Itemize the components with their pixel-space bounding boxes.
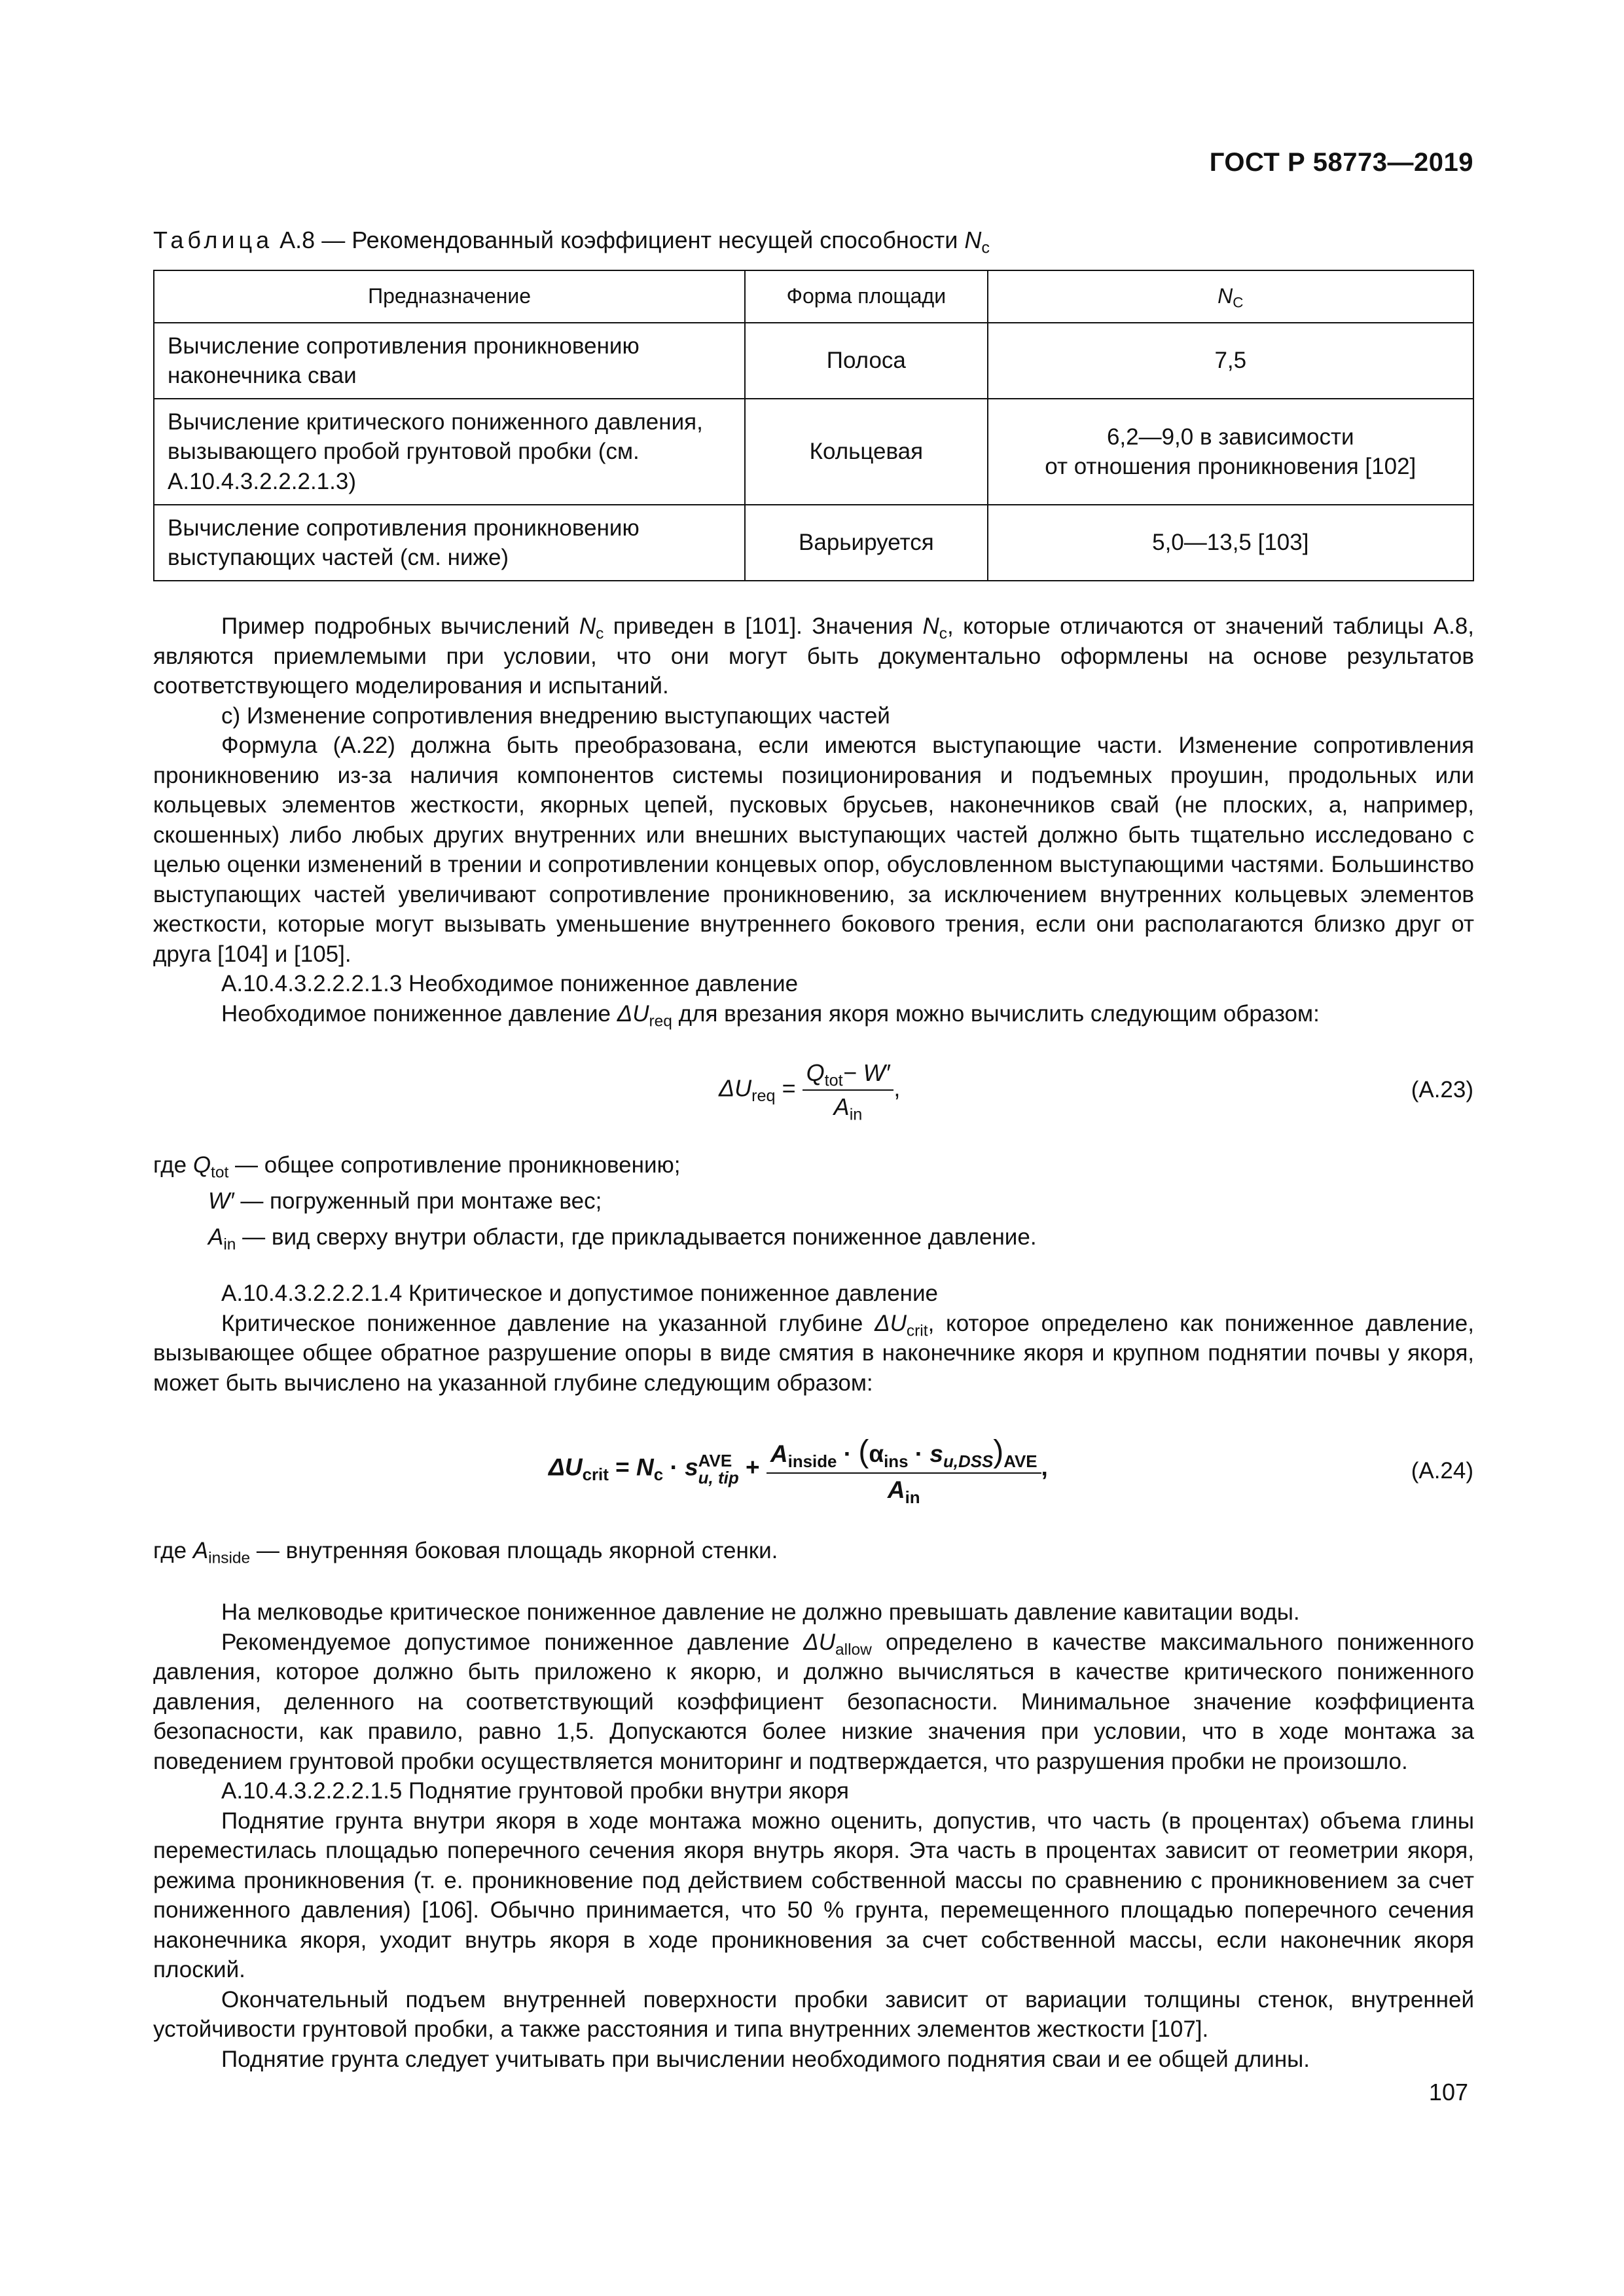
symbol: s (685, 1453, 698, 1481)
paragraph: Окончательный подъем внутренней поверхности пробки зависит от вариации толщины стенок, внутренней устойчивости грунтовой пробки, а также расстояния и типа внутренних элементов жесткости [107]. (153, 1986, 1474, 2042)
section-heading: А.10.4.3.2.2.2.1.5 Поднятие грунтовой пробки внутри якоря (221, 1778, 849, 1804)
where-item (208, 1222, 1037, 1252)
paragraph: Поднятие грунта внутри якоря в ходе монтажа можно оценить, допустив, что часть (в процентах) объема глины переместилась площадью поперечного сечения якоря внутрь якоря. Эта часть в процентах зависит от геометрии якоря, режима проникновения (т. е. проникновение под действием собственной массы по сравнению с проникновением за счет пониженного давления) [106]. Обычно принимается, что 50 % грунта, перемещенного площадью поперечного сечения наконечника якоря, уходит внутрь якоря в ходе проникновения за счет собственной массы, если наконечник якоря плоский. (153, 1808, 1474, 1982)
fraction-numerator (803, 1059, 894, 1091)
symbol: − W′ (842, 1059, 890, 1086)
equation-number-a24: (А.24) (1411, 1458, 1473, 1484)
subscript: inside (208, 1549, 251, 1567)
text-run: , которые отличаются от значений таблицы А.8, являются приемлемыми при условии, что они могут быть документально оформлены на основе результатов соответствующего моделирования и испытаний. (153, 613, 1474, 699)
table-row (154, 399, 1473, 505)
formula-a24: $\Delta U_{crit} = N_c \cdot s$ AVE u, tip + $\frac{A_{inside} \cdot (\alpha_{ins} \cdot s_{u,DSS})_{AVE}}{A_{in}}$ , (549, 1434, 1048, 1507)
subscript: u, tip (698, 1467, 739, 1487)
formula-fraction (767, 1434, 1041, 1507)
header-shape: Форма площади (745, 270, 987, 323)
symbol: α (869, 1440, 884, 1467)
symbol-delta-u: ΔU (875, 1310, 907, 1336)
symbol: A (770, 1440, 788, 1467)
table-caption-prefix: Таблица (153, 227, 274, 253)
formula-lhs-subscript: req (751, 1087, 776, 1106)
text-run: где (153, 1152, 193, 1178)
where-item (208, 1186, 602, 1216)
cell-nc: 5,0—13,5 [103] (988, 505, 1473, 581)
sup-sub-stack (698, 1452, 739, 1486)
paragraph: На мелководье критическое пониженное давление не должно превышать давление кавитации воды. (221, 1599, 1300, 1625)
subscript: in (905, 1488, 920, 1507)
paragraph: Поднятие грунта следует учитывать при вычислении необходимого поднятия сваи и ее общей длины. (221, 2046, 1310, 2072)
header-nc (988, 270, 1473, 323)
symbol-delta-u: ΔU (617, 1000, 649, 1027)
subscript: c (653, 1466, 664, 1485)
symbol-subscript: c (939, 625, 947, 643)
where-item (153, 1150, 681, 1180)
page-number: 107 (1428, 2079, 1468, 2105)
table-row (154, 323, 1473, 399)
header-purpose: Предназначение (154, 270, 745, 323)
cell-shape: Полоса (745, 323, 987, 399)
table-header-row (154, 270, 1473, 323)
symbol: A (208, 1224, 224, 1250)
symbol-subscript: allow (835, 1640, 872, 1658)
text-run: Рекомендуемое допустимое пониженное давление (221, 1629, 804, 1655)
text-run: — внутренняя боковая площадь якорной стенки. (250, 1538, 778, 1563)
subscript: in (223, 1235, 236, 1254)
symbol: Q (806, 1059, 825, 1086)
paragraph: Формула (А.22) должна быть преобразована, если имеются выступающие части. Изменение сопротивления проникновению из-за наличия компонентов системы позиционирования и подъемных проушин, продольных или кольцевых элементов жесткости, якорных цепей, пусковых брусьев, наконечников свай (не плоских, а, например, скошенных) либо любых других внутренних или внешних выступающих частей должно быть тщательно исследовано с целью оценки изменений в трении и сопротивлении концевых опор, обусловленном выступающими частями. Большинство выступающих частей увеличивают сопротивление проникновению, за исключением внутренних кольцевых элементов жесткости, которые могут вызывать уменьшение внутреннего бокового трения, если они располагаются близко друг от друга [104] и [105]. (153, 733, 1474, 967)
cell-nc-line1: 6,2—9,0 в зависимости (1106, 424, 1354, 450)
symbol: A (192, 1538, 209, 1563)
table-caption-subscript: c (981, 238, 990, 257)
table-caption (153, 227, 990, 257)
subscript: tot (211, 1163, 229, 1182)
cell-shape: Варьируется (745, 505, 987, 581)
text-block-3 (153, 1597, 1474, 2074)
table-caption-symbol: N (964, 227, 982, 253)
header-nc-subscript: C (1233, 294, 1244, 311)
subscript: inside (787, 1452, 837, 1471)
bearing-capacity-table (153, 270, 1474, 581)
section-heading: А.10.4.3.2.2.2.1.3 Необходимое пониженное давление (221, 971, 799, 996)
formula-lhs: ΔU (719, 1074, 752, 1102)
symbol: N (636, 1453, 654, 1481)
symbol: A (833, 1093, 850, 1120)
cell-purpose: Вычисление сопротивления проникновению наконечника сваи (154, 323, 745, 399)
fraction-numerator: $A_{inside} \cdot (\alpha_{ins} \cdot s_{u,DSS})_{AVE}$ (767, 1434, 1041, 1474)
where-item (153, 1536, 778, 1565)
text-run: приведен в [101]. Значения (604, 613, 923, 639)
formula-lhs-subscript: crit (582, 1466, 609, 1485)
symbol: W′ (208, 1188, 234, 1214)
fraction-denominator (767, 1474, 1041, 1507)
table-row (154, 505, 1473, 581)
header-nc-symbol: N (1218, 284, 1233, 308)
text-block-2 (153, 1279, 1474, 1398)
symbol-subscript: c (596, 625, 604, 643)
paragraph (153, 999, 1474, 1029)
formula-a23: $\Delta U_{req}$ = $\frac{Q_{tot}- W'}{A_{in}}$ , (719, 1059, 901, 1124)
cell-nc-line2: от отношения проникновения [102] (1045, 454, 1416, 479)
subscript: in (849, 1105, 863, 1124)
symbol: A (887, 1476, 905, 1503)
text-run: Критическое пониженное давление на указанной глубине (221, 1310, 875, 1336)
document-code: ГОСТ Р 58773—2019 (1209, 148, 1473, 177)
paragraph (153, 1309, 1474, 1398)
text-run: определено в качестве максимального пониженного давления, которое должно быть приложено к якорю, и должно вычисляться в качестве критического пониженного давления, деленного на соответствующий коэффициент безопасности. Минимальное значение коэффициента безопасности, как правило, равно 1,5. Допускаются более низкие значения при условии, что в ходе монтажа за поведением грунтовой пробки осуществляется мониторинг и подтверждается, что разрушения пробки не произошло. (153, 1629, 1474, 1774)
subscript: tot (824, 1071, 843, 1090)
cell-nc: 7,5 (988, 323, 1473, 399)
symbol-subscript: req (649, 1011, 672, 1030)
subscript: ins (884, 1452, 909, 1471)
text-run: для врезания якоря можно вычислить следующим образом: (672, 1000, 1320, 1027)
cell-nc (988, 399, 1473, 505)
text-run: , которое определено как пониженное давление, вызывающее общее обратное разрушение опоры в виде смятия в наконечнике якоря и крупном поднятии почвы у якоря, может быть вычислено на указанной глубине следующим образом: (153, 1310, 1474, 1396)
symbol: Q (192, 1152, 211, 1178)
formula-lhs: ΔU (549, 1453, 583, 1481)
text-block-1 (153, 611, 1474, 1029)
superscript: AVE (698, 1450, 732, 1470)
cell-purpose: Вычисление критического пониженного давления, вызывающего пробой грунтовой пробки (см. А.10.4.3.2.2.2.1.3) (154, 399, 745, 505)
fraction-denominator (803, 1091, 894, 1124)
cell-purpose: Вычисление сопротивления проникновению выступающих частей (см. ниже) (154, 505, 745, 581)
text-run: Необходимое пониженное давление (221, 1000, 617, 1027)
paragraph: с) Изменение сопротивления внедрению выступающих частей (221, 702, 890, 729)
symbol-n: N (579, 613, 596, 639)
text-run: — общее сопротивление проникновению; (228, 1152, 681, 1178)
subscript: AVE (1003, 1452, 1038, 1471)
cell-shape: Кольцевая (745, 399, 987, 505)
text-run: где (153, 1538, 193, 1563)
paragraph (153, 611, 1474, 701)
symbol-subscript: crit (906, 1321, 928, 1339)
section-heading: А.10.4.3.2.2.2.1.4 Критическое и допустимое пониженное давление (221, 1281, 939, 1306)
paragraph (153, 1628, 1474, 1777)
symbol-delta-u: ΔU (803, 1629, 836, 1655)
symbol-n: N (922, 613, 939, 639)
subscript: u,DSS (943, 1452, 994, 1471)
text-run: — вид сверху внутри области, где прикладывается пониженное давление. (236, 1224, 1037, 1250)
equation-number-a23: (А.23) (1411, 1077, 1473, 1102)
text-run: Пример подробных вычислений (221, 613, 579, 639)
table-caption-text: А.8 — Рекомендованный коэффициент несущей способности (273, 227, 965, 253)
symbol: s (929, 1440, 943, 1467)
text-run: — погруженный при монтаже вес; (234, 1188, 602, 1214)
